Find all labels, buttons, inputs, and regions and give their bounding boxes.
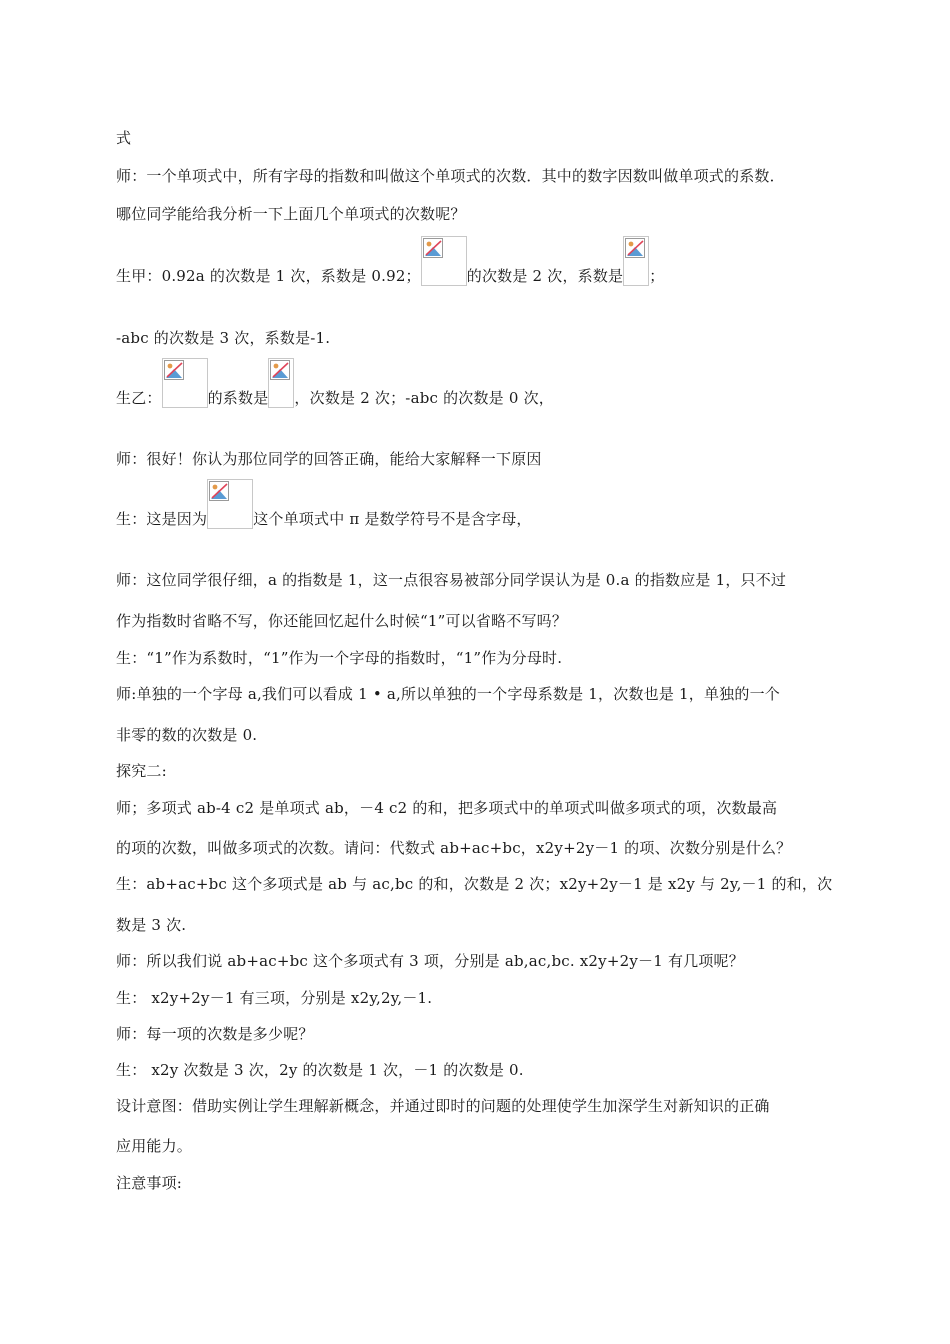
text-line-9: 师：这位同学很仔细，a 的指数是 1，这一点很容易被部分同学误认为是 0.a 的指数应是 1，只不过: [116, 571, 787, 589]
broken-image-icon: [270, 360, 290, 380]
text-line-14: 探究二:: [116, 762, 167, 780]
image-placeholder: [623, 236, 649, 286]
image-placeholder: [268, 358, 294, 408]
image-placeholder: [421, 236, 467, 286]
text-line-3: 哪位同学能给我分析一下上面几个单项式的次数呢？: [116, 205, 466, 223]
text-line-24: 应用能力。: [116, 1137, 193, 1155]
text-line-25: 注意事项:: [116, 1174, 183, 1192]
text-line-17: 生：ab+ac+bc 这个多项式是 ab 与 ac,bc 的和，次数是 2 次；x2y+2y－1 是 x2y 与 2y,－1 的和，次: [116, 875, 833, 893]
text-line-4: 生甲：0.92a 的次数是 1 次，系数是 0.92； 的次数是 2 次，系数是 ；: [116, 236, 664, 286]
text-line-19: 师：所以我们说 ab+ac+bc 这个多项式有 3 项，分别是 ab,ac,bc. x2y+2y－1 有几项呢？: [116, 952, 744, 970]
text-line-15: 师；多项式 ab-4 c2 是单项式 ab，－4 c2 的和，把多项式中的单项式叫做多项式的项，次数最高: [116, 799, 778, 817]
image-placeholder: [162, 358, 208, 408]
image-placeholder: [207, 479, 253, 529]
text-line-18: 数是 3 次.: [116, 916, 187, 934]
text-line-11: 生：“1”作为系数时，“1”作为一个字母的指数时，“1”作为分母时.: [116, 649, 563, 667]
broken-image-icon: [209, 481, 229, 501]
text-line-1: 式: [116, 129, 132, 147]
text-line-2: 师：一个单项式中，所有字母的指数和叫做这个单项式的次数．其中的数字因数叫做单项式的系数．: [116, 167, 785, 185]
text-line-6: 生乙： 的系数是 ，次数是 2 次；-abc 的次数是 0 次，: [116, 358, 554, 408]
text-line-22: 生： x2y 次数是 3 次，2y 的次数是 1 次，－1 的次数是 0.: [116, 1061, 524, 1079]
text-line-16: 的项的次数，叫做多项式的次数。请问：代数式 ab+ac+bc，x2y+2y－1 的项、次数分别是什么？: [116, 839, 792, 857]
text-line-23: 设计意图：借助实例让学生理解新概念，并通过即时的问题的处理使学生加深学生对新知识的正确: [116, 1097, 770, 1115]
broken-image-icon: [164, 360, 184, 380]
text-line-5: -abc 的次数是 3 次，系数是-1.: [116, 329, 331, 347]
text-line-8: 生：这是因为 这个单项式中 π 是数学符号不是含字母，: [116, 479, 532, 529]
text-line-13: 非零的数的次数是 0.: [116, 726, 258, 744]
text-line-20: 生： x2y+2y－1 有三项，分别是 x2y,2y,－1.: [116, 989, 433, 1007]
text-line-21: 师：每一项的次数是多少呢？: [116, 1025, 314, 1043]
text-line-12: 师:单独的一个字母 a,我们可以看成 1 • a,所以单独的一个字母系数是 1，次数也是 1，单独的一个: [116, 685, 780, 703]
broken-image-icon: [625, 238, 645, 258]
text-line-7: 师：很好！你认为那位同学的回答正确，能给大家解释一下原因: [116, 450, 542, 468]
broken-image-icon: [423, 238, 443, 258]
text-line-10: 作为指数时省略不写，你还能回忆起什么时候“1”可以省略不写吗？: [116, 612, 568, 630]
